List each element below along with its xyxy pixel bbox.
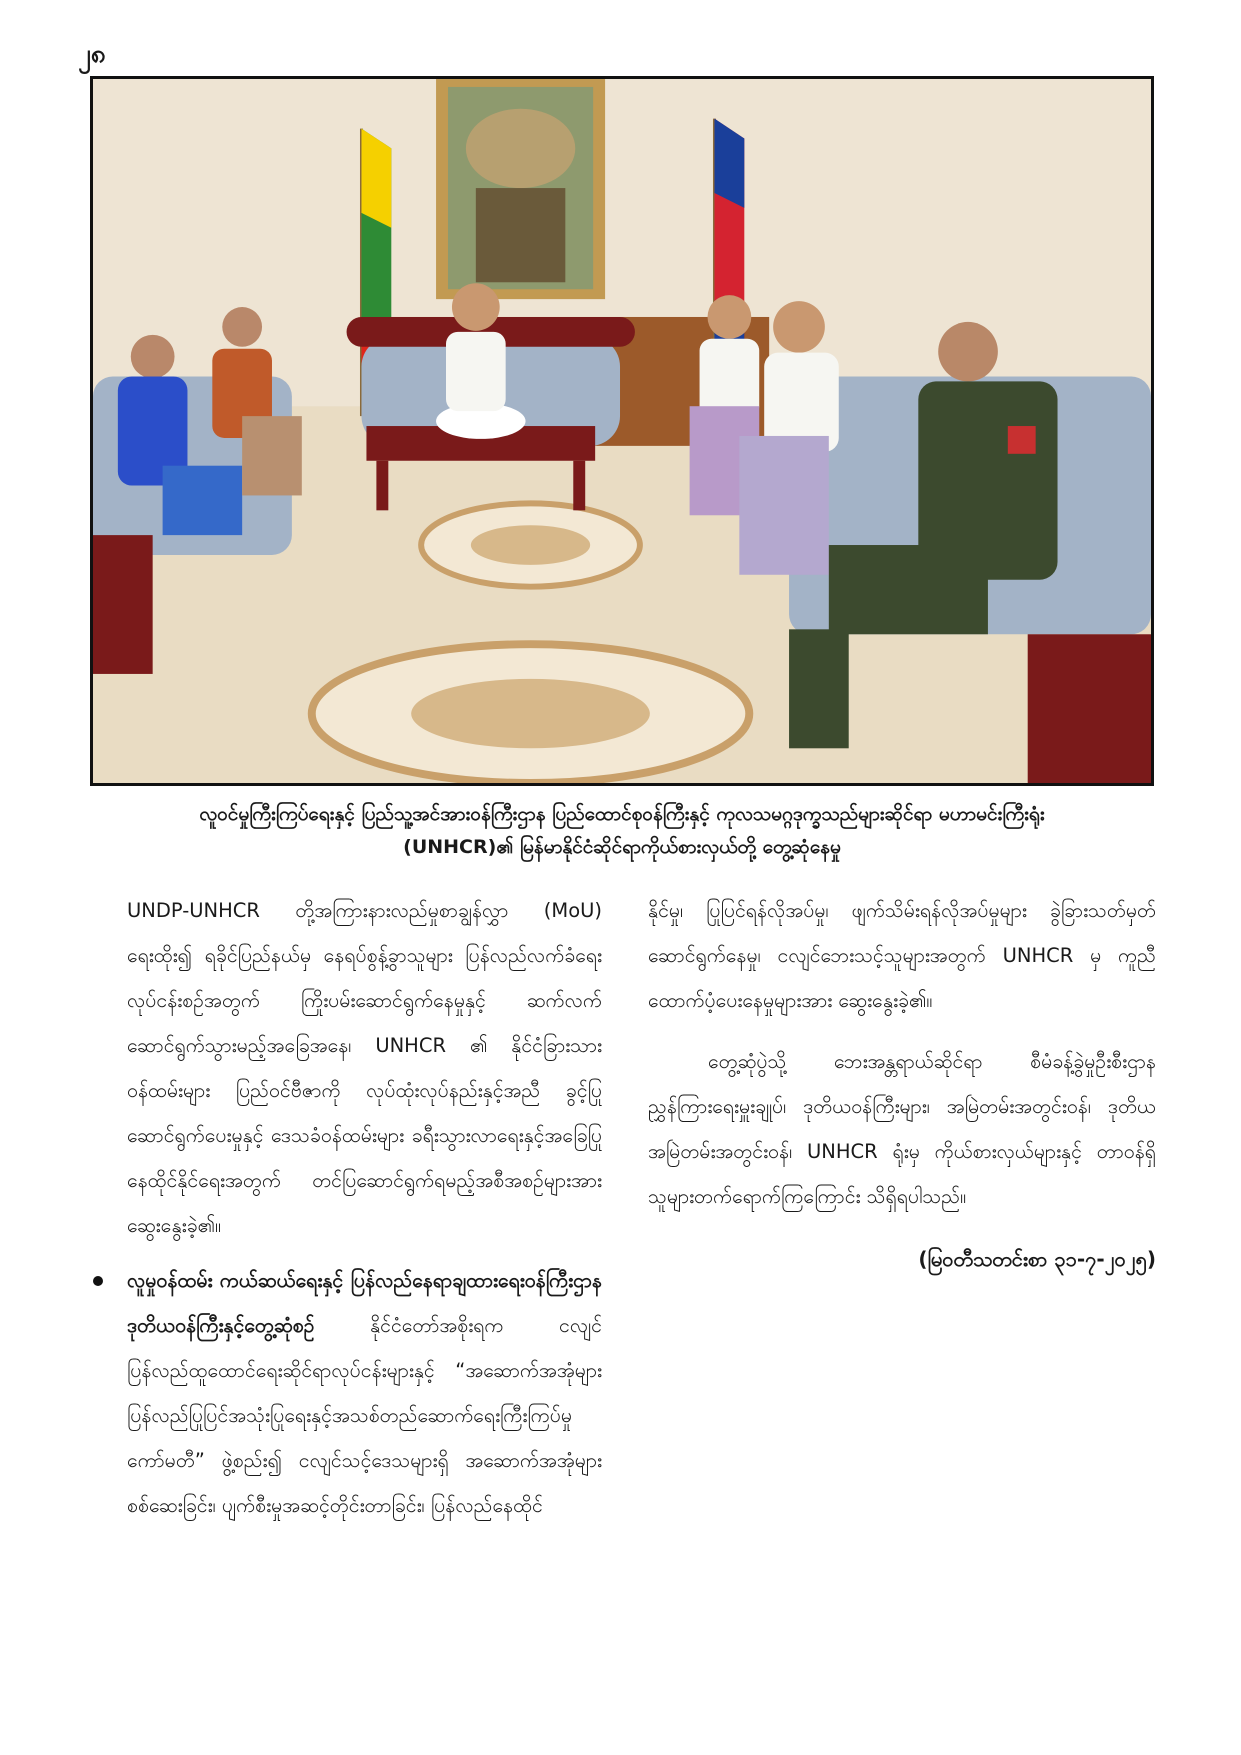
- photo-caption: [80, 798, 1164, 864]
- right-paragraph-1: နိုင်မှု၊ ပြုပြင်ရန်လိုအပ်မှု၊ ဖျက်သိမ်းရန်လိုအပ်မှုများ ခွဲခြားသတ်မှတ်ဆောင်ရွက်နေမှု၊ ငလျင်ဘေးသင့်သူများအတွက် UNHCR မှ ကူညီ ထောက်ပံ့ပေးနေမှုများအား ဆွေးနွေးခဲ့၏။: [648, 899, 1156, 1012]
- right-column: [648, 888, 1156, 1282]
- source-citation: (မြဝတီသတင်းစာ ၃၁-၇-၂၀၂၅): [918, 1247, 1156, 1271]
- bullet-icon: [93, 1276, 103, 1286]
- left-column: [127, 888, 602, 1528]
- bullet-body: နိုင်ငံတော်အစိုးရက ငလျင်ပြန်လည်ထူထောင်ရေးဆိုင်ရာလုပ်ငန်းများနှင့် “အဆောက်အအုံများပြန်လည်ပြုပြင်အသုံးပြုရေးနှင့်အသစ်တည်ဆောက်ရေးကြီးကြပ်မှုကော်မတီ” ဖွဲ့စည်း၍ ငလျင်သင့်ဒေသများရှိ အဆောက်အအုံများစစ်ဆေးခြင်း၊ ပျက်စီးမှုအဆင့်တိုင်းတာခြင်း၊ ပြန်လည်နေထိုင်: [127, 1314, 602, 1517]
- bullet-paragraph: [127, 1258, 602, 1528]
- left-paragraph-1: UNDP-UNHCR တို့အကြားနားလည်မှုစာချွန်လွှာ (MoU) ရေးထိုး၍ ရခိုင်ပြည်နယ်မှ နေရပ်စွန့်ခွာသူများ ပြန်လည်လက်ခံရေးလုပ်ငန်းစဉ်အတွက် ကြိုးပမ်းဆောင်ရွက်နေမှုနှင့် ဆက်လက်ဆောင်ရွက်သွားမည့်အခြေအနေ၊ UNHCR ၏ နိုင်ငံခြားသားဝန်ထမ်းများ ပြည်ဝင်ဗီဇာကို လုပ်ထုံးလုပ်နည်းနှင့်အညီ ခွင့်ပြုဆောင်ရွက်ပေးမှုနှင့် ဒေသခံဝန်ထမ်းများ ခရီးသွားလာရေးနှင့်အခြေပြုနေထိုင်နိုင်ရေးအတွက် တင်ပြဆောင်ရွက်ရမည့်အစီအစဉ်များအား ဆွေးနွေးခဲ့၏။: [127, 899, 602, 1237]
- caption-line-2: (UNHCR)၏ မြန်မာနိုင်ငံဆိုင်ရာကိုယ်စားလှယ်တို့ တွေ့ဆုံနေမှု: [403, 836, 841, 858]
- bullet-heading: လူမှုဝန်ထမ်း ကယ်ဆယ်ရေးနှင့် ပြန်လည်နေရာချထားရေးဝန်ကြီးဌာန ဒုတိယဝန်ကြီးနှင့်တွေ့ဆုံစဉ်: [127, 1269, 602, 1337]
- page-number: ၂၈: [78, 39, 106, 69]
- bullet-item: [127, 1258, 602, 1528]
- right-paragraph-2: တွေ့ဆုံပွဲသို့ ဘေးအန္တရာယ်ဆိုင်ရာ စီမံခန့်ခွဲမှုဦးစီးဌာန ညွှန်ကြားရေးမှူးချုပ်၊ ဒုတိယဝန်ကြီးများ၊ အမြဲတမ်းအတွင်းဝန်၊ ဒုတိယအမြဲတမ်းအတွင်းဝန်၊ UNHCR ရုံးမှ ကိုယ်စားလှယ်များနှင့် တာဝန်ရှိသူများတက်ရောက်ကြကြောင်း သိရှိရပါသည်။: [648, 1050, 1156, 1208]
- meeting-photo: [90, 76, 1154, 786]
- meeting-photo-illustration: [93, 79, 1151, 783]
- caption-line-1: လူဝင်မှုကြီးကြပ်ရေးနှင့် ပြည်သူ့အင်အားဝန်ကြီးဌာန ပြည်ထောင်စုဝန်ကြီးနှင့် ကုလသမဂ္ဂဒုက္ခသည်များဆိုင်ရာ မဟာမင်းကြီးရုံး: [199, 803, 1045, 825]
